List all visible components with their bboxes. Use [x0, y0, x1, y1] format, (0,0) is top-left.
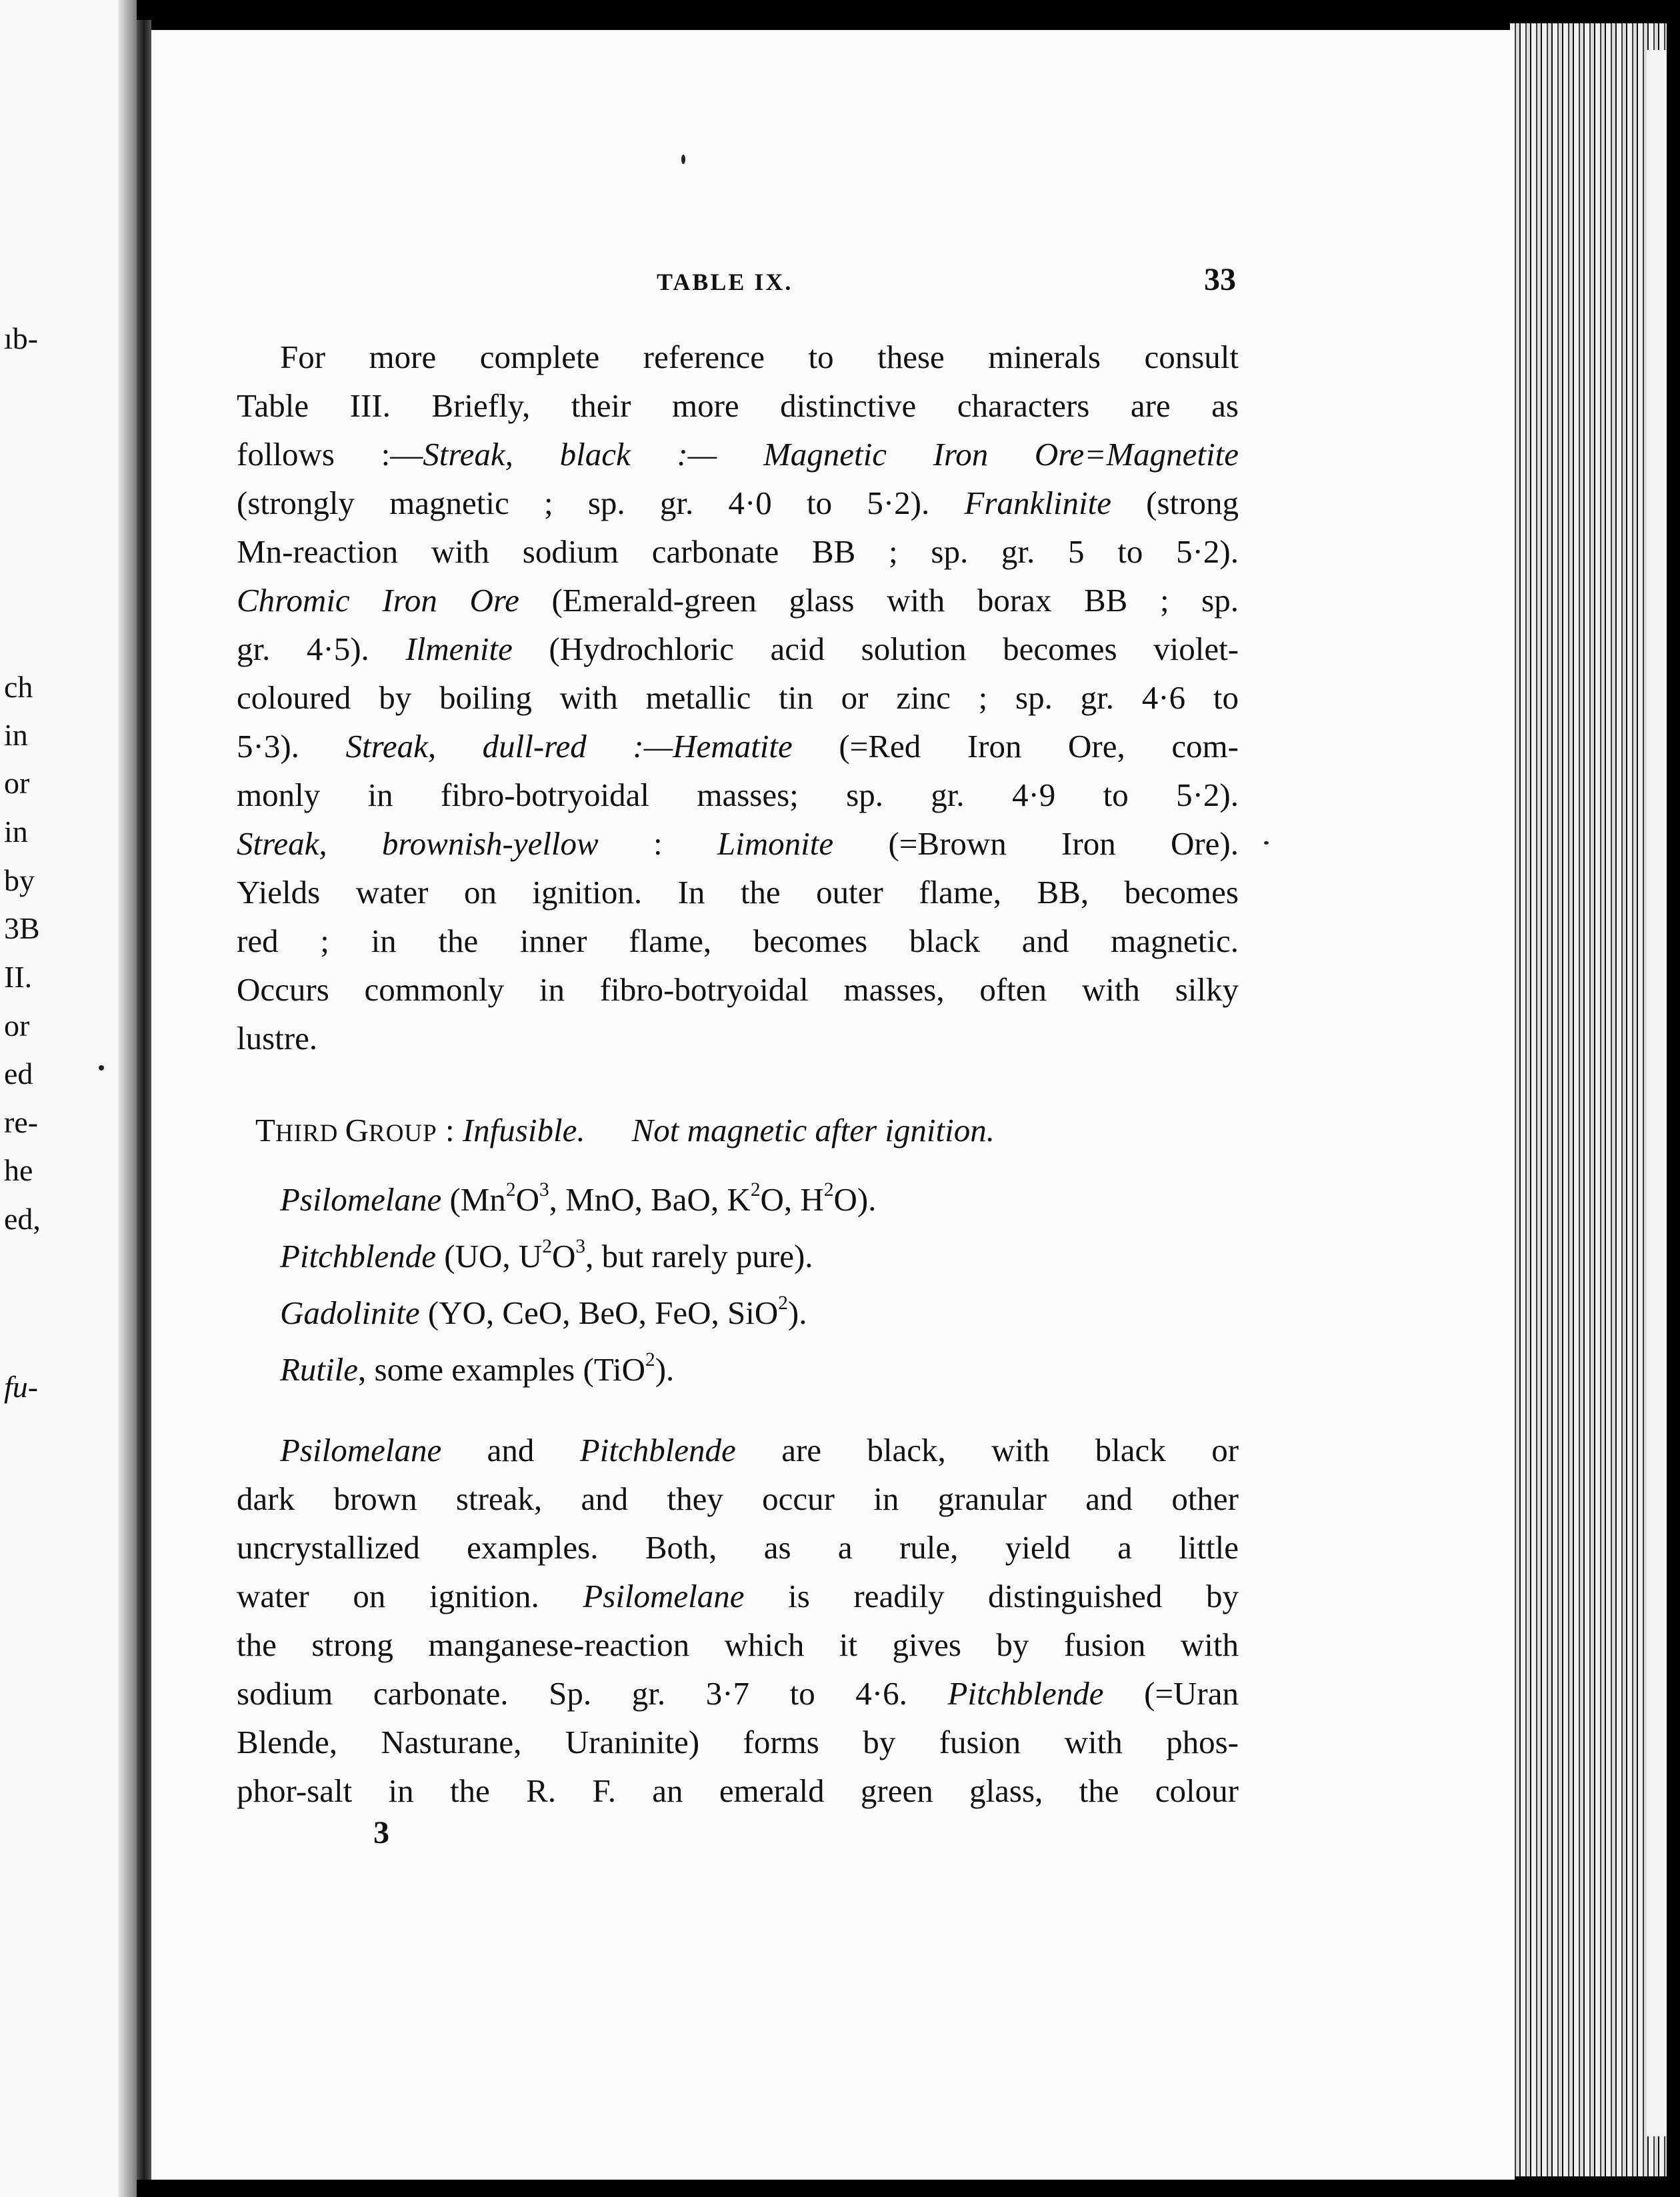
text-line: [237, 485, 1239, 522]
text-line: For more complete reference to these minerals consult: [280, 339, 1239, 375]
text-span: and: [441, 1432, 580, 1468]
text-span: gr. 4·5).: [237, 631, 406, 667]
text-span: 5·3).: [237, 728, 346, 765]
formula-text: ).: [787, 1294, 807, 1331]
text-line: uncrystallized examples. Both, as a rule, yield a little: [237, 1529, 1239, 1566]
italic-term: Ilmenite: [405, 631, 513, 667]
text-span: :: [598, 825, 717, 862]
italic-term: Franklinite: [964, 485, 1111, 521]
text-span: (Emerald-green glass with borax BB ; sp.: [519, 582, 1239, 619]
text-span: :: [437, 1112, 463, 1148]
text-line: lustre.: [237, 1020, 318, 1057]
text-span: (Hydrochloric acid solution becomes violet-: [512, 631, 1239, 667]
page-edge-margin: [1647, 50, 1667, 2136]
italic-term: Pitchblende: [947, 1675, 1104, 1712]
italic-term: Streak, black :—: [423, 436, 717, 473]
facing-page: [0, 0, 137, 2197]
text-line: phor-salt in the R. F. an emerald green glass, the colour: [237, 1772, 1239, 1809]
italic-term: Pitchblende: [579, 1432, 736, 1468]
facing-page-fragment: ed,: [4, 1202, 41, 1236]
text-line: dark brown streak, and they occur in granular and other: [237, 1480, 1239, 1517]
facing-page-shadow: [118, 0, 137, 2197]
formula-text: (Mn: [441, 1181, 506, 1218]
formula-text: O, H: [760, 1181, 824, 1218]
text-line: [237, 631, 1239, 668]
mineral-name: Gadolinite: [280, 1294, 420, 1331]
facing-page-fragment: or: [4, 1009, 30, 1043]
small-caps-initial: G: [345, 1112, 369, 1148]
mineral-name: Psilomelane: [280, 1181, 442, 1218]
facing-page-fragment: fu-: [4, 1370, 39, 1404]
formula-text: O: [515, 1181, 539, 1218]
small-caps-text: HIRD: [275, 1120, 345, 1147]
formula-text: , some examples (TiO: [358, 1351, 646, 1388]
section-heading: [255, 1112, 995, 1152]
italic-term: Streak, dull-red :—Hematite: [345, 728, 793, 765]
text-line: [237, 825, 1239, 863]
italic-term: Magnetic Iron Ore=Magnetite: [763, 436, 1239, 473]
text-span: (strong: [1111, 485, 1239, 521]
facing-page-fragment: by: [4, 863, 35, 897]
text-line: [237, 582, 1239, 619]
formula-text: O: [551, 1238, 576, 1274]
signature-mark: 3: [373, 1815, 389, 1850]
text-line: [280, 1432, 1239, 1469]
page-number: 33: [1204, 262, 1236, 297]
italic-term: Psilomelane: [280, 1432, 442, 1468]
italic-term: Limonite: [717, 825, 834, 862]
text-line: monly in fibro-botryoidal masses; sp. gr. 4·9 to 5·2).: [237, 777, 1239, 813]
text-line: Blende, Nasturane, Uraninite) forms by fusion with phos-: [237, 1724, 1239, 1760]
text-line: the strong manganese-reaction which it gives by fusion with: [237, 1626, 1239, 1663]
formula-superscript: 2: [823, 1178, 834, 1200]
facing-page-fragment: he: [4, 1153, 33, 1187]
formula-superscript: 3: [575, 1235, 586, 1257]
formula-text: (YO, CeO, BeO, FeO, SiO: [419, 1294, 779, 1331]
text-line: coloured by boiling with metallic tin or zinc ; sp. gr. 4·6 to: [237, 679, 1239, 716]
text-line: Mn-reaction with sodium carbonate BB ; sp. gr. 5 to 5·2).: [237, 533, 1239, 570]
text-span: [717, 436, 763, 473]
running-head: TABLE IX.: [657, 269, 793, 295]
mineral-entry: [280, 1294, 807, 1332]
formula-text: , but rarely pure).: [585, 1238, 813, 1274]
text-span: (=Uran: [1103, 1675, 1239, 1712]
text-line: [237, 728, 1239, 765]
formula-superscript: 3: [539, 1178, 549, 1200]
facing-page-fragment: ed: [4, 1057, 33, 1091]
ink-speck: [99, 1065, 104, 1071]
small-caps-initial: T: [255, 1112, 275, 1148]
formula-superscript: 2: [750, 1178, 761, 1200]
facing-page-fragment: re-: [4, 1105, 39, 1139]
facing-page-fragment: ıb-: [4, 321, 39, 355]
text-span: sodium carbonate. Sp. gr. 3·7 to 4·6.: [237, 1675, 948, 1712]
text-span: is readily distinguished by: [744, 1578, 1239, 1614]
formula-superscript: 2: [645, 1348, 655, 1370]
italic-term: Not magnetic after ignition.: [631, 1112, 995, 1148]
italic-term: Chromic Iron Ore: [237, 582, 519, 619]
italic-term: Infusible.: [462, 1112, 585, 1148]
ink-speck: [1264, 841, 1269, 845]
facing-page-fragment: in: [4, 815, 28, 849]
formula-text: ).: [655, 1351, 675, 1388]
facing-page-fragment: or: [4, 766, 30, 800]
mineral-entry: [280, 1235, 813, 1275]
text-line: [237, 436, 1239, 473]
mineral-name: Rutile: [280, 1351, 359, 1388]
text-line: [237, 1578, 1239, 1615]
text-span: are black, with black or: [735, 1432, 1239, 1468]
italic-term: Psilomelane: [583, 1578, 745, 1614]
text-span: water on ignition.: [237, 1578, 583, 1614]
facing-page-fragment: 3B: [4, 911, 40, 945]
ink-speck: [681, 155, 685, 164]
mineral-entry: [280, 1178, 877, 1218]
formula-superscript: 2: [778, 1292, 788, 1314]
text-span: (=Brown Iron Ore).: [833, 825, 1239, 862]
page-edges: [1510, 23, 1667, 2176]
small-caps-text: ROUP: [369, 1120, 437, 1147]
text-span: follows :—: [237, 436, 423, 473]
text-line: red ; in the inner flame, becomes black and magnetic.: [237, 923, 1239, 959]
text-span: (strongly magnetic ; sp. gr. 4·0 to 5·2).: [237, 485, 965, 521]
mineral-entry: [280, 1348, 675, 1388]
text-line: [237, 1675, 1239, 1712]
text-line: Yields water on ignition. In the outer flame, BB, becomes: [237, 874, 1239, 911]
facing-page-fragment: ch: [4, 670, 33, 704]
text-span: (=Red Iron Ore, com-: [792, 728, 1239, 765]
text-line: Occurs commonly in fibro-botryoidal masses, often with silky: [237, 971, 1239, 1008]
text-line: Table III. Briefly, their more distinctive characters are as: [237, 387, 1239, 424]
italic-term: Streak, brownish-yellow: [237, 825, 599, 862]
formula-superscript: 2: [505, 1178, 516, 1200]
mineral-name: Pitchblende: [280, 1238, 437, 1274]
formula-text: O).: [833, 1181, 877, 1218]
facing-page-fragment: in: [4, 718, 28, 752]
book-gutter: [137, 20, 151, 2180]
formula-text: (UO, U: [436, 1238, 543, 1274]
formula-superscript: 2: [542, 1235, 552, 1257]
formula-text: , MnO, BaO, K: [549, 1181, 751, 1218]
facing-page-fragment: II.: [4, 960, 33, 994]
